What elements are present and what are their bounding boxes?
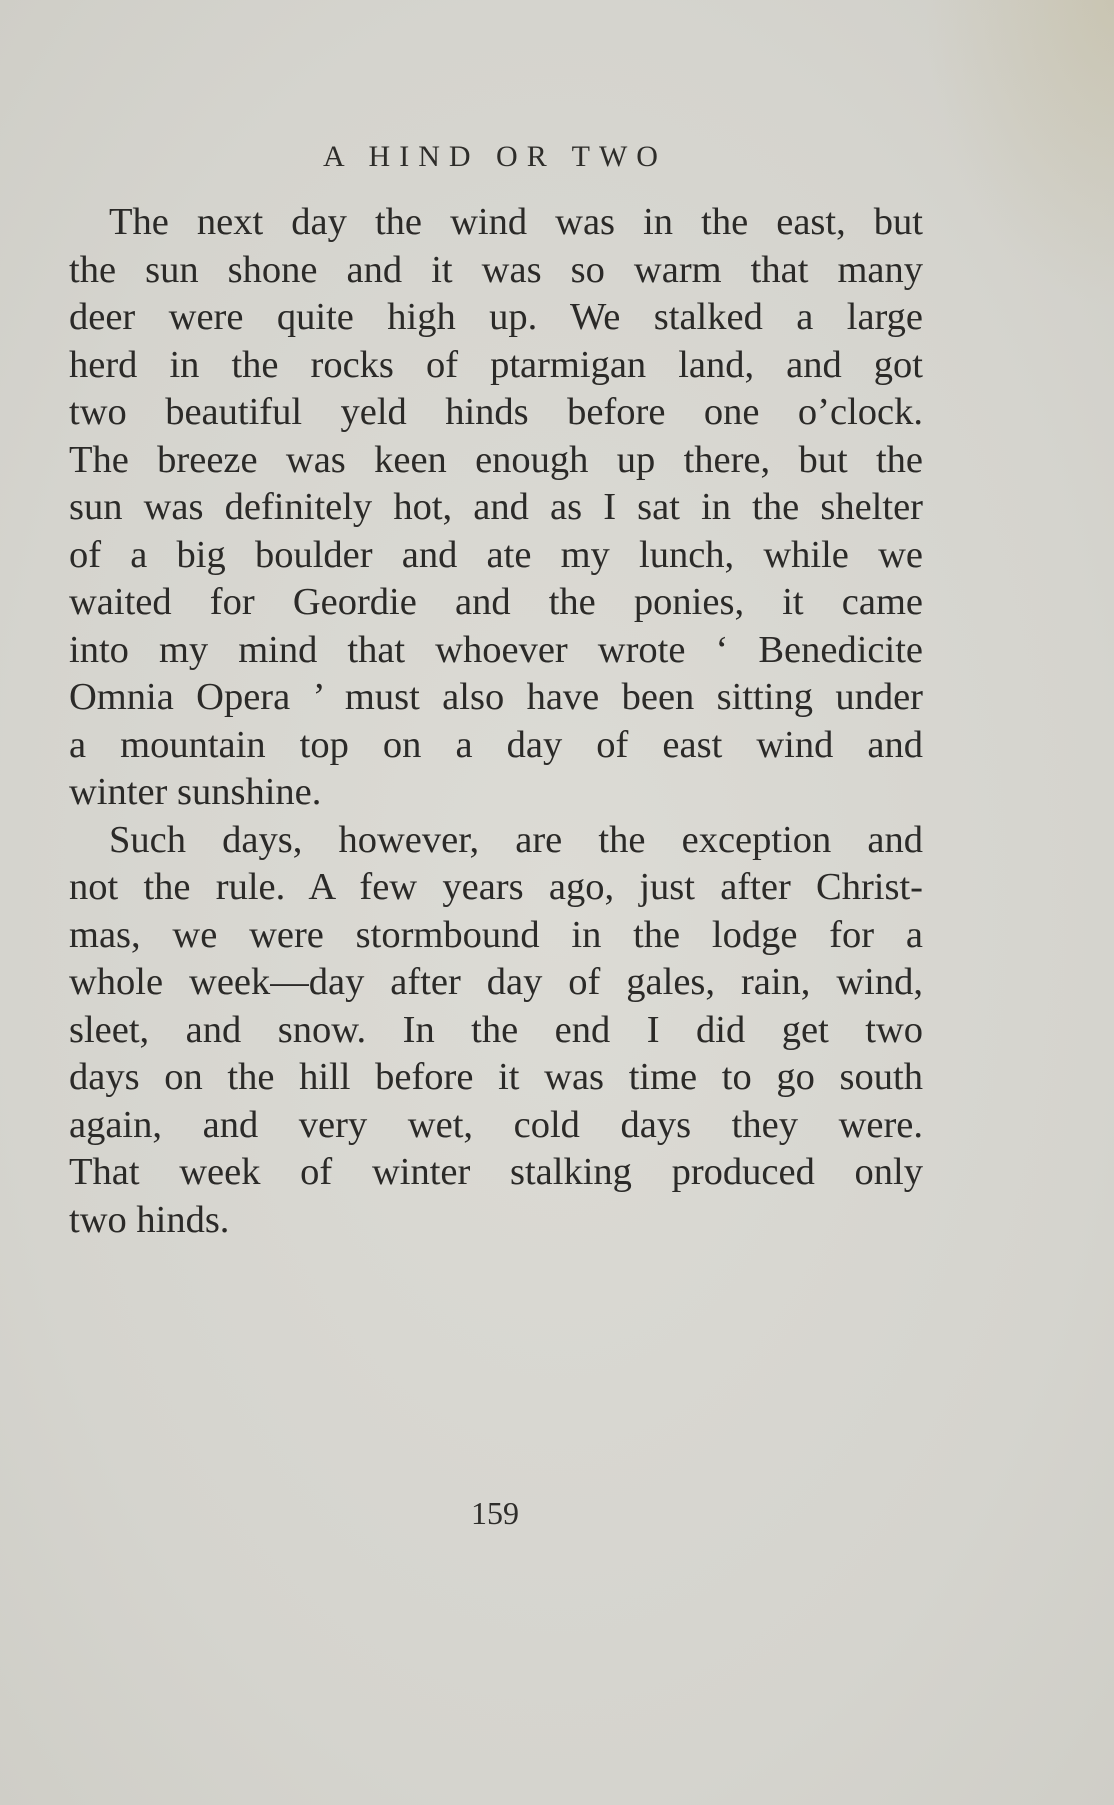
paragraph-1 <box>69 199 923 817</box>
text-line: of a big boulder and ate my lunch, while we <box>69 533 923 576</box>
running-head: A HIND OR TWO <box>323 140 667 173</box>
text-line: sun was definitely hot, and as I sat in the shelter <box>69 486 923 528</box>
page-number: 159 <box>471 1495 519 1531</box>
body-text <box>69 199 923 1244</box>
text-line: two beautiful yeld hinds before one o’clock. <box>69 391 923 433</box>
text-line: herd in the rocks of ptarmigan land, and got <box>69 343 923 386</box>
text-line: sleet, and snow. In the end I did get two <box>69 1008 923 1051</box>
text-line: Such days, however, are the exception and <box>109 818 923 861</box>
text-line: mas, we were stormbound in the lodge for a <box>69 913 923 956</box>
text-line: into my mind that whoever wrote ‘ Benedicite <box>69 628 923 671</box>
text-line: the sun shone and it was so warm that many <box>69 248 923 291</box>
text-line: Omnia Opera ’ must also have been sitting under <box>69 676 923 718</box>
text-line: waited for Geordie and the ponies, it came <box>69 581 923 623</box>
text-line: winter sunshine. <box>69 771 322 813</box>
text-line: The breeze was keen enough up there, but the <box>69 438 923 481</box>
text-line: a mountain top on a day of east wind and <box>69 723 923 766</box>
text-line: not the rule. A few years ago, just after Christ- <box>69 866 923 908</box>
text-line: again, and very wet, cold days they were. <box>69 1103 923 1146</box>
text-line: deer were quite high up. We stalked a large <box>69 296 923 338</box>
text-line: That week of winter stalking produced only <box>69 1151 923 1193</box>
text-line: two hinds. <box>69 1198 230 1241</box>
text-line: days on the hill before it was time to go south <box>69 1056 923 1098</box>
text-line: whole week—day after day of gales, rain, wind, <box>69 961 923 1003</box>
paragraph-2 <box>69 817 923 1245</box>
text-line: The next day the wind was in the east, but <box>109 201 923 243</box>
